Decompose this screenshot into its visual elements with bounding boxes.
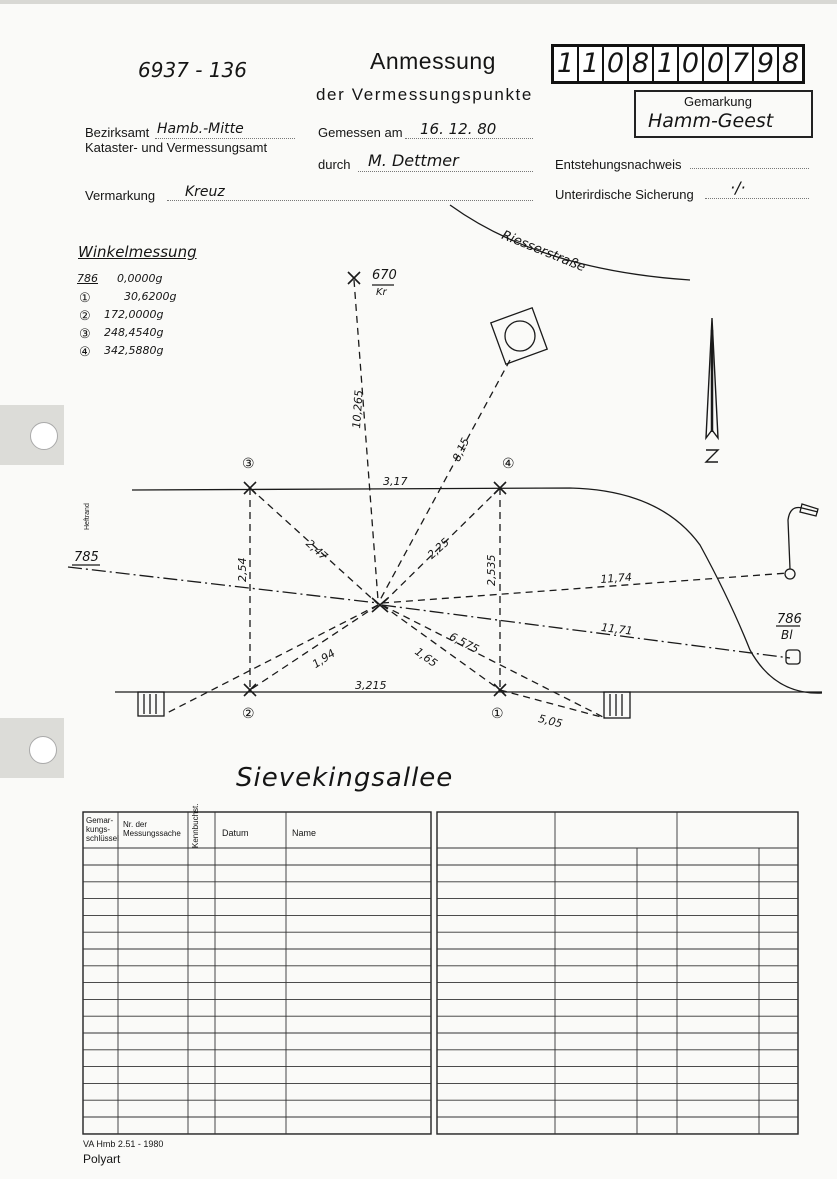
table-header-gemarkung: Gemar-kungs-schlüssel bbox=[86, 816, 119, 843]
point-number-digit: 0 bbox=[679, 47, 704, 81]
entstehung-label: Entstehungsnachweis bbox=[555, 157, 682, 172]
publisher: Polyart bbox=[83, 1152, 121, 1166]
corner-label-4: ④ bbox=[502, 455, 515, 471]
angle-point: ③ bbox=[79, 326, 91, 341]
angle-value: 248,4540g bbox=[104, 326, 164, 339]
bezirksamt-value: Hamb.-Mitte bbox=[157, 121, 244, 137]
table-right-frame bbox=[437, 812, 798, 1134]
angle-value: 172,0000g bbox=[104, 308, 164, 321]
angle-point: ④ bbox=[79, 344, 91, 359]
measure-10-265: 10,265 bbox=[350, 389, 366, 429]
point-670-label: 670 bbox=[372, 268, 397, 283]
point-number-digit: 1 bbox=[579, 47, 604, 81]
point-785-label: 785 bbox=[74, 550, 99, 565]
measure-6-575: 6,575 bbox=[447, 630, 482, 656]
heftrand-label: Heftrand bbox=[84, 503, 91, 530]
form-code: VA Hmb 2.51 - 1980 bbox=[83, 1139, 164, 1149]
page-subtitle: der Vermessungspunkte bbox=[316, 85, 533, 104]
gemarkung-value: Hamm-Geest bbox=[648, 110, 774, 132]
winkelmessung-heading: Winkelmessung bbox=[78, 243, 197, 261]
measure-2-535: 2,535 bbox=[485, 554, 498, 586]
measure-2-54: 2,54 bbox=[236, 557, 249, 582]
durch-value: M. Dettmer bbox=[368, 151, 459, 170]
measure-3-17: 3,17 bbox=[383, 475, 408, 488]
sicherung-label: Unterirdische Sicherung bbox=[555, 187, 694, 202]
measure-8-15: 8,15 bbox=[450, 435, 473, 464]
gemessen-label: Gemessen am bbox=[318, 125, 403, 140]
measure-5-05: 5,05 bbox=[536, 712, 564, 731]
street-top-label: Riesserstraße bbox=[499, 228, 588, 276]
measure-2-47: 2,47 bbox=[303, 537, 331, 564]
measure-1-94: 1,94 bbox=[310, 646, 338, 671]
angle-value: 30,6200g bbox=[124, 290, 177, 303]
point-786-label: 786 bbox=[777, 612, 802, 627]
corner-label-1: ① bbox=[491, 705, 504, 721]
measure-2-25: 2,25 bbox=[425, 535, 452, 562]
point-number-digit: 0 bbox=[704, 47, 729, 81]
table-header-kennbuchst: Kennbuchst. bbox=[191, 803, 200, 848]
point-number-digit: 9 bbox=[754, 47, 779, 81]
measure-11-71: 11,71 bbox=[600, 621, 634, 638]
street-bottom-label: Sievekingsallee bbox=[236, 763, 454, 793]
point-number-digit: 1 bbox=[654, 47, 679, 81]
point-number-digit: 7 bbox=[729, 47, 754, 81]
angle-value: 0,0000g bbox=[117, 272, 163, 285]
corner-label-2: ② bbox=[242, 705, 255, 721]
vermarkung-value: Kreuz bbox=[185, 184, 225, 200]
vermarkung-label: Vermarkung bbox=[85, 188, 156, 203]
sicherung-value: ·/· bbox=[730, 178, 746, 197]
angle-point: ① bbox=[79, 290, 91, 305]
durch-label: durch bbox=[318, 157, 351, 172]
measure-11-74: 11,74 bbox=[600, 570, 633, 586]
angle-point: 786 bbox=[77, 272, 98, 285]
point-670-sub: Kr bbox=[376, 287, 387, 298]
point-number-digit: 1 bbox=[554, 47, 579, 81]
table-grid bbox=[83, 812, 798, 1134]
page-title: Anmessung bbox=[370, 48, 496, 74]
point-number-digit: 8 bbox=[781, 48, 800, 79]
point-number-digit: 8 bbox=[629, 47, 654, 81]
reference-number: 6937 - 136 bbox=[138, 58, 248, 82]
table-header-messungssache: Nr. der Messungssache bbox=[123, 820, 181, 838]
table-header-datum: Datum bbox=[222, 828, 249, 838]
gemessen-value: 16. 12. 80 bbox=[420, 120, 497, 138]
bezirksamt-label: Bezirksamt bbox=[85, 125, 150, 140]
table-header-name: Name bbox=[292, 828, 317, 838]
point-number-digit: 0 bbox=[604, 47, 629, 81]
angle-value: 342,5880g bbox=[104, 344, 164, 357]
measure-3-215: 3,215 bbox=[355, 679, 387, 692]
measure-1-65: 1,65 bbox=[412, 645, 440, 670]
point-786-sub: Bl bbox=[781, 628, 793, 642]
table-left-frame bbox=[83, 812, 431, 1134]
angle-point: ② bbox=[79, 308, 91, 323]
kataster-label: Kataster- und Vermessungsamt bbox=[85, 140, 268, 155]
corner-label-3: ③ bbox=[242, 455, 255, 471]
gemarkung-label: Gemarkung bbox=[684, 94, 752, 109]
